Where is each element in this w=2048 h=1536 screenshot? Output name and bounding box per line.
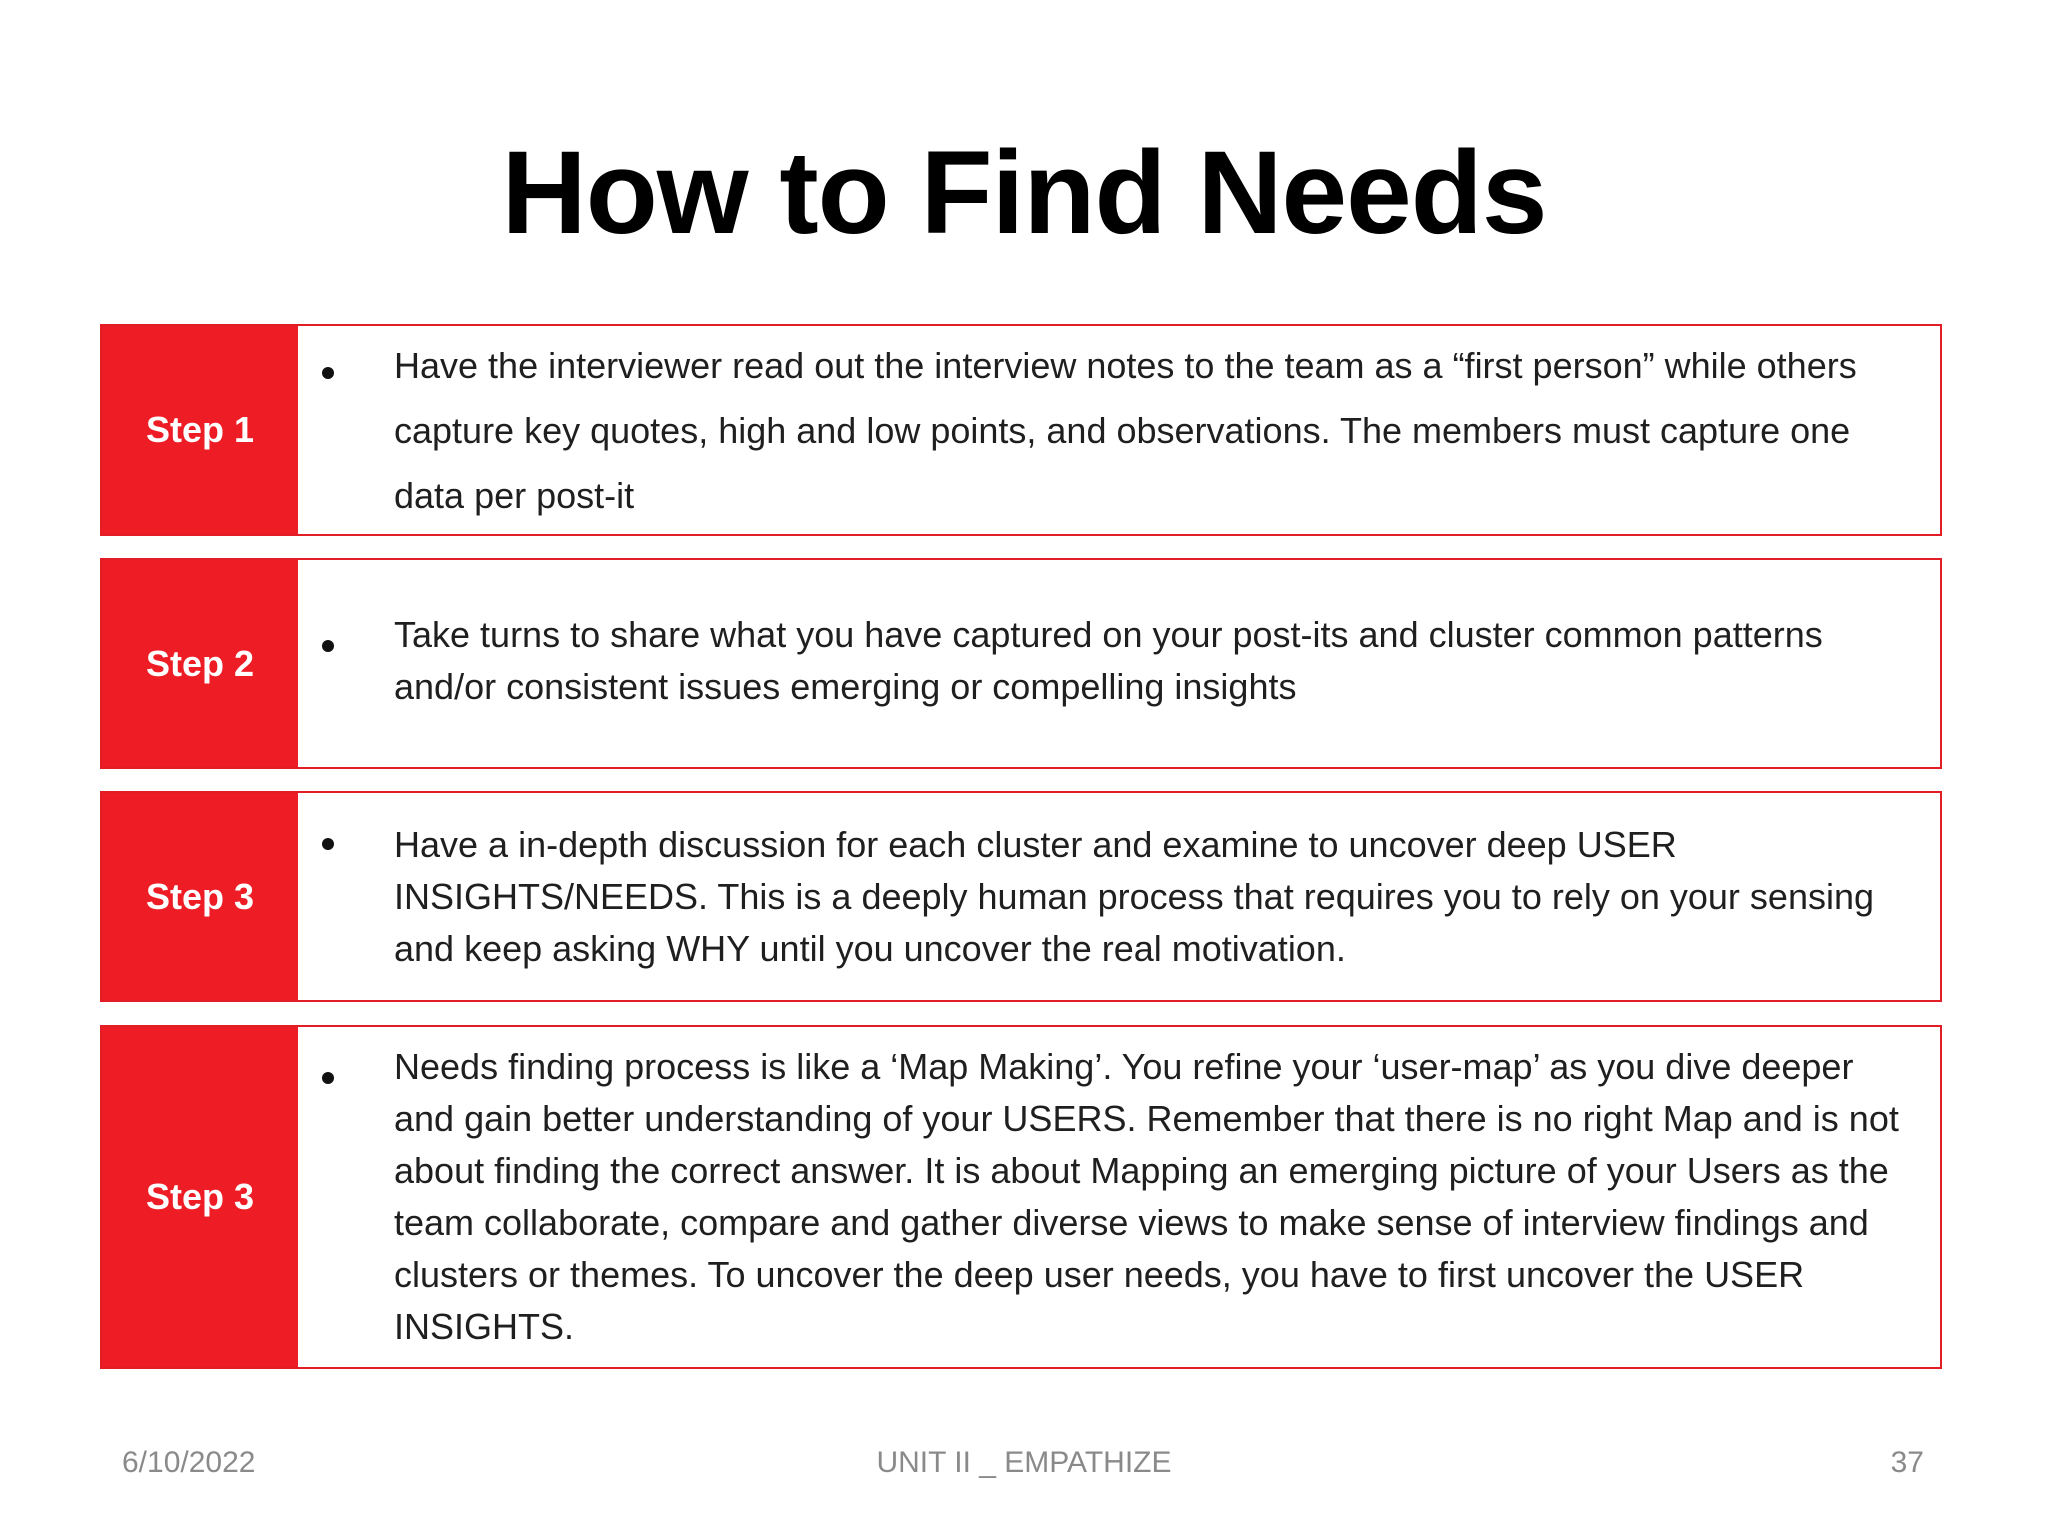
step-row [100,558,1942,769]
page-number: 37 [1890,1446,1924,1479]
step-label: Step 3 [102,793,298,1000]
step-text: Take turns to share what you have captured on your post-its and cluster common patterns and/or consistent issues emerging or compelling insights [394,613,1823,707]
bullet-icon [322,1072,334,1084]
footer-date: 6/10/2022 [122,1446,256,1479]
step-body [298,326,1940,534]
step-label: Step 3 [102,1027,298,1367]
footer-title: UNIT II _ EMPATHIZE [876,1446,1172,1479]
step-body [298,1027,1940,1367]
step-label: Step 1 [102,326,298,534]
step-text: Needs finding process is like a ‘Map Making’. You refine your ‘user-map’ as you dive deeper and gain better understanding of your USERS. Remember that there is no right Map and is not about finding the correct answer. It is about Mapping an emerging picture of your Users as the team collaborate, compare and gather diverse views to make sense of interview findings and clusters or themes. To uncover the deep user needs, you have to first uncover the USER INSIGHTS. [394,1046,1899,1347]
step-row [100,324,1942,536]
step-row [100,1025,1942,1369]
step-row [100,791,1942,1002]
bullet-icon [322,640,334,652]
step-body [298,560,1940,767]
step-label: Step 2 [102,560,298,767]
step-text: Have a in-depth discussion for each cluster and examine to uncover deep USER INSIGHTS/NEEDS. This is a deeply human process that requires you to rely on your sensing and keep asking WHY until you uncover the real motivation. [394,823,1875,969]
step-body [298,793,1940,1000]
bullet-icon [322,838,334,850]
bullet-icon [322,367,334,379]
slide-title: How to Find Needs [501,127,1547,259]
step-text: Have the interviewer read out the interview notes to the team as a “first person” while others capture key quotes, high and low points, and observations. The members must capture one data per post-it [394,344,1857,516]
